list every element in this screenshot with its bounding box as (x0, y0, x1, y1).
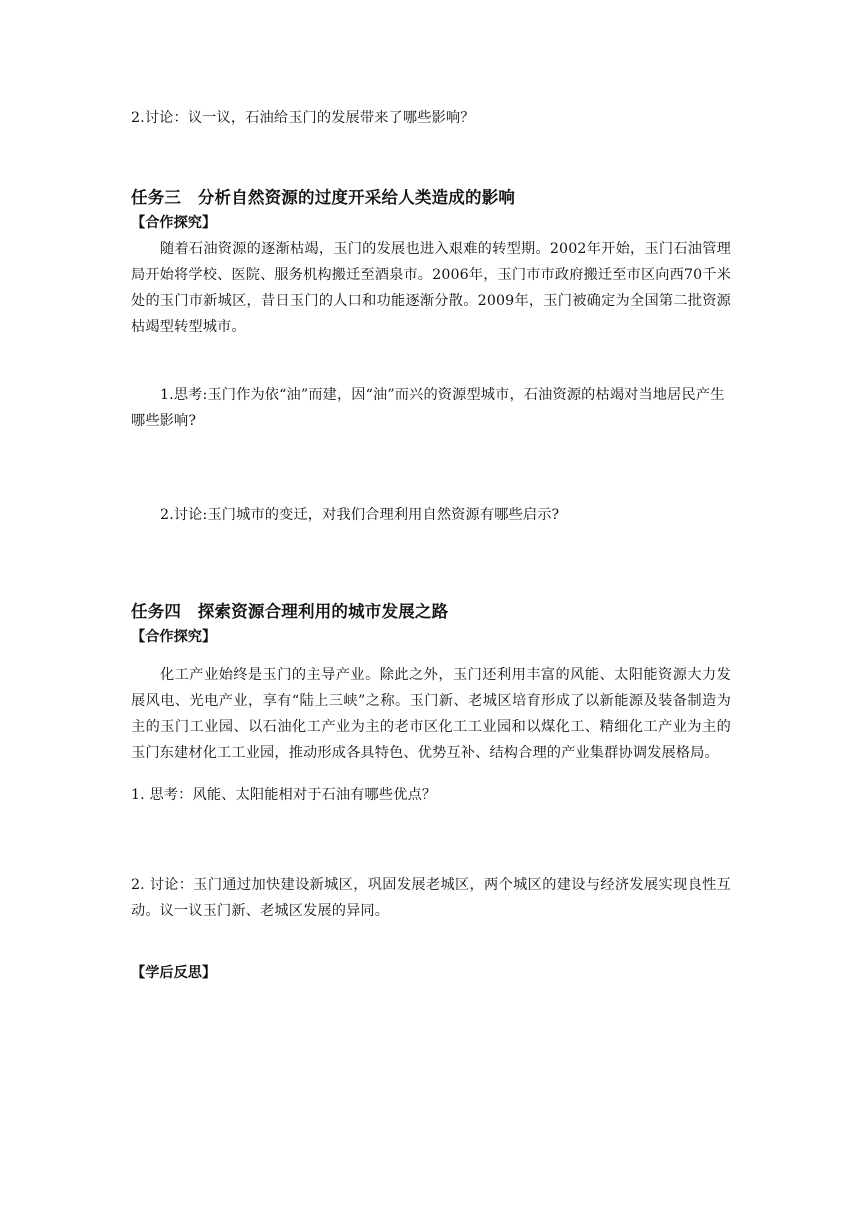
task4-question-1: 1. 思考：风能、太阳能相对于石油有哪些优点？ (131, 787, 437, 803)
task4-heading: 任务四 探索资源合理利用的城市发展之路 (131, 602, 449, 621)
task3-question-2: 2.讨论:玉门城市的变迁，对我们合理利用自然资源有哪些启示? (160, 507, 560, 523)
task3-heading: 任务三 分析自然资源的过度开采给人类造成的影响 (131, 188, 516, 207)
task3-cooperative-inquiry-tag: 【合作探究】 (131, 215, 217, 231)
post-study-reflection-tag: 【学后反思】 (131, 965, 217, 981)
task4-paragraph: 化工产业始终是玉门的主导产业。除此之外，玉门还利用丰富的风能、太阳能资源大力发展风电、光电产业，享有“陆上三峡”之称。玉门新、老城区培育形成了以新能源及装备制造为主的玉门工业园、以石油化工产业为主的老市区化工工业园和以煤化工、精细化工产业为主的玉门东建材化工工业园，推动形成各具特色、优势互补、结构合理的产业集群协调发展格局。 (131, 667, 731, 761)
task2-question-2: 2.讨论：议一议，石油给玉门的发展带来了哪些影响？ (131, 110, 475, 126)
task4-question-2: 2. 讨论：玉门通过加快建设新城区，巩固发展老城区，两个城区的建设与经济发展实现良性互动。议一议玉门新、老城区发展的异同。 (131, 877, 731, 919)
task3-paragraph: 随着石油资源的逐渐枯竭，玉门的发展也进入艰难的转型期。2002年开始，玉门石油管理局开始将学校、医院、服务机构搬迁至酒泉市。2006年，玉门市市政府搬迁至市区向西70千米处的玉门市新城区，昔日玉门的人口和功能逐渐分散。2009年，玉门被确定为全国第二批资源枯竭型转型城市。 (131, 241, 731, 335)
task3-question-1: 1.思考:玉门作为依“油”而建，因“油”而兴的资源型城市，石油资源的枯竭对当地居民产生哪些影响? (131, 387, 725, 429)
task4-cooperative-inquiry-tag: 【合作探究】 (131, 629, 217, 645)
